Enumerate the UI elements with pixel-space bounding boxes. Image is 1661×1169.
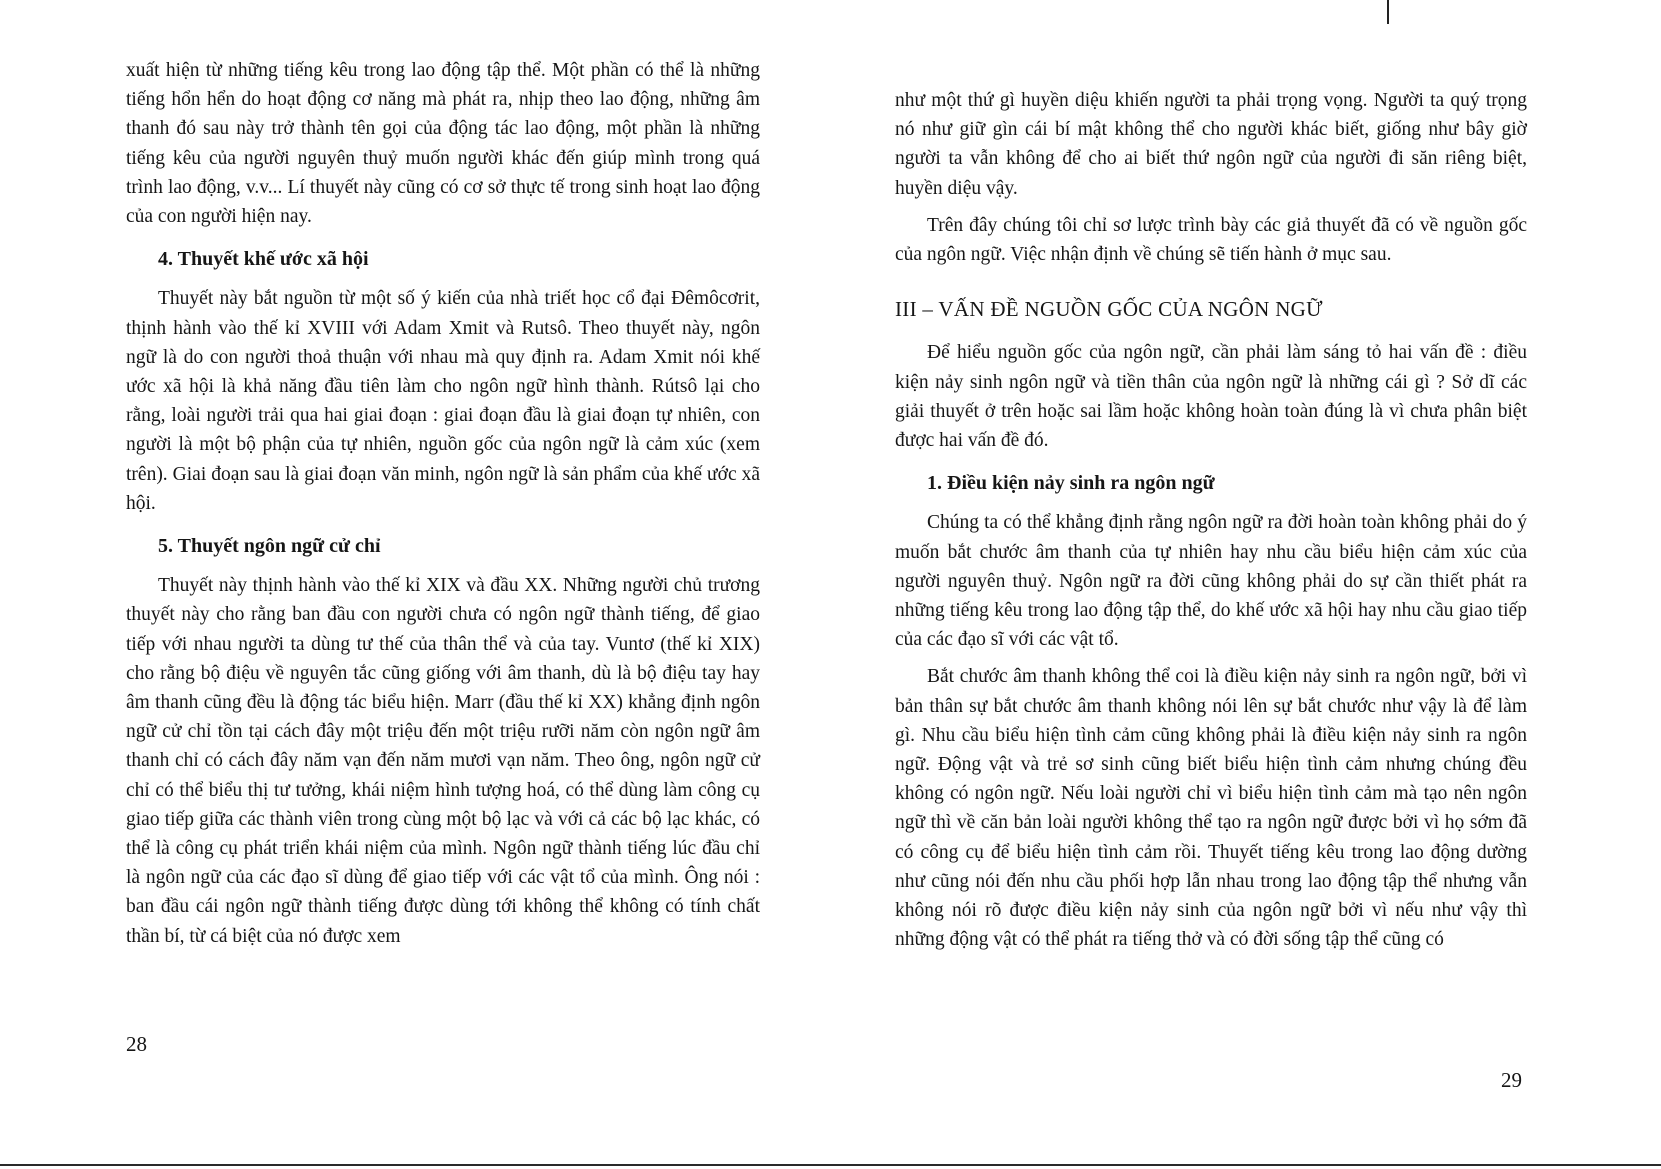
paragraph: Để hiểu nguồn gốc của ngôn ngữ, cần phải làm sáng tỏ hai vấn đề : điều kiện nảy sinh ngôn ngữ và tiền thân của ngôn ngữ là những cái gì ? Sở dĩ các giải thuyết ở trên hoặc sai lầm hoặc không hoàn toàn đúng là vì chưa phân biệt được hai vấn đề đó.: [895, 342, 1527, 452]
subheading-theory-5: 5. Thuyết ngôn ngữ cử chỉ: [158, 535, 381, 558]
section-heading: III – VẤN ĐỀ NGUỒN GỐC CỦA NGÔN NGỮ: [895, 297, 1323, 322]
paragraph: Bắt chước âm thanh không thể coi là điều kiện nảy sinh ra ngôn ngữ, bởi vì bản thân sự bắt chước âm thanh không nói lên sự bắt chước như vậy là để làm gì. Nhu cầu biểu hiện tình cảm cũng không phải là điều kiện nảy sinh ra ngôn ngữ. Động vật và trẻ sơ sinh cũng biết biểu hiện tình cảm nhưng chúng đều không có ngôn ngữ. Nếu loài người chỉ vì biểu hiện tình cảm mà tạo nên ngôn ngữ thì về căn bản loài người không thể tạo ra ngôn ngữ được bởi vì họ sớm đã có công cụ để biểu hiện tình cảm rồi. Thuyết tiếng kêu trong lao động dường như cũng nói đến nhu cầu phối hợp lẫn nhau trong lao động tập thể nhưng vẫn không nói rõ được điều kiện nảy sinh của ngôn ngữ bởi vì nếu như vậy thì những động vật có thể phát ra tiếng thở và có đời sống tập thể cũng có: [895, 666, 1527, 951]
page-number-right: 29: [1501, 1068, 1522, 1092]
paragraph: Thuyết này thịnh hành vào thế kỉ XIX và đầu XX. Những người chủ trương thuyết này cho rằng ban đầu con người chưa có ngôn ngữ thành tiếng, để giao tiếp với nhau người ta dùng tư thế của thân thể và của tay. Vuntơ (thế kỉ XIX) cho rằng bộ điệu về nguyên tắc cũng giống với âm thanh, dù là bộ điệu tay hay âm thanh cũng đều là động tác biểu hiện. Marr (đầu thế kỉ XX) khẳng định ngôn ngữ cử chỉ tồn tại cách đây một triệu đến một triệu rưỡi năm còn ngôn ngữ âm thanh chỉ có cách đây năm vạn đến năm mươi vạn năm. Theo ông, ngôn ngữ cử chỉ có thể biểu thị tư tưởng, khái niệm hình tượng hoá, có thể dùng làm công cụ giao tiếp giữa các thành viên trong cùng một bộ lạc và với cả các bộ lạc khác, có thể là công cụ phát triển khái niệm của mình. Ngôn ngữ thành tiếng lúc đầu chỉ là ngôn ngữ của các đạo sĩ dùng để giao tiếp với các vật tổ của mình. Ông nói : ban đầu cái ngôn ngữ thành tiếng được dùng tới không thể không có tính chất thần bí, từ cá biệt của nó được xem: [126, 575, 760, 947]
gutter-mark: [1387, 0, 1389, 24]
paragraph: Trên đây chúng tôi chỉ sơ lược trình bày các giả thuyết đã có về nguồn gốc của ngôn ngữ. Việc nhận định về chúng sẽ tiến hành ở mục sau.: [895, 214, 1527, 266]
paragraph: như một thứ gì huyền diệu khiến người ta phải trọng vọng. Người ta quý trọng nó như giữ gìn cái bí mật không thể cho người khác biết, giống như bây giờ người ta vẫn không để cho ai biết thứ ngôn ngữ của người đi săn riêng biệt, huyền diệu vậy.: [895, 90, 1527, 199]
subheading-condition: 1. Điều kiện nảy sinh ra ngôn ngữ: [927, 472, 1215, 495]
subheading-theory-4: 4. Thuyết khế ước xã hội: [158, 248, 369, 271]
bottom-rule: [0, 1164, 1661, 1166]
right-column-content: [895, 86, 1527, 962]
left-text-column: [126, 56, 760, 959]
left-page: [0, 0, 830, 1169]
page-number-left: 28: [126, 1032, 147, 1056]
paragraph: Chúng ta có thể khẳng định rằng ngôn ngữ ra đời hoàn toàn không phải do ý muốn bắt chước âm thanh của tự nhiên hay nhu cầu biểu hiện cảm xúc của người nguyên thuỷ. Ngôn ngữ ra đời cũng không phải do sự cần thiết phát ra những tiếng kêu trong lao động tập thể, do khế ước xã hội hay nhu cầu giao tiếp của các đạo sĩ với các vật tổ.: [895, 512, 1527, 651]
paragraph: xuất hiện từ những tiếng kêu trong lao động tập thể. Một phần có thể là những tiếng hổn hển do hoạt động cơ năng mà phát ra, nhịp theo lao động, những âm thanh đó sau này trở thành tên gọi của động tác lao động, một phần là những tiếng kêu của người nguyên thuỷ muốn người khác đến giúp mình trong quá trình lao động, v.v... Lí thuyết này cũng có cơ sở thực tế trong sinh hoạt lao động của con người hiện nay.: [126, 60, 760, 228]
paragraph: Thuyết này bắt nguồn từ một số ý kiến của nhà triết học cổ đại Đêmôcơrit, thịnh hành vào thế kỉ XVIII với Adam Xmit và Rutsô. Theo thuyết này, ngôn ngữ là do con người thoả thuận với nhau mà quy định ra. Adam Xmit nói khế ước xã hội là khả năng đầu tiên làm cho ngôn ngữ hình thành. Rútsô lại cho rằng, loài người trải qua hai giai đoạn : giai đoạn đầu là giai đoạn tự nhiên, con người là một bộ phận của tự nhiên, nguồn gốc của ngôn ngữ là cảm xúc (xem trên). Giai đoạn sau là giai đoạn văn minh, ngôn ngữ là sản phẩm của khế ước xã hội.: [126, 288, 760, 514]
